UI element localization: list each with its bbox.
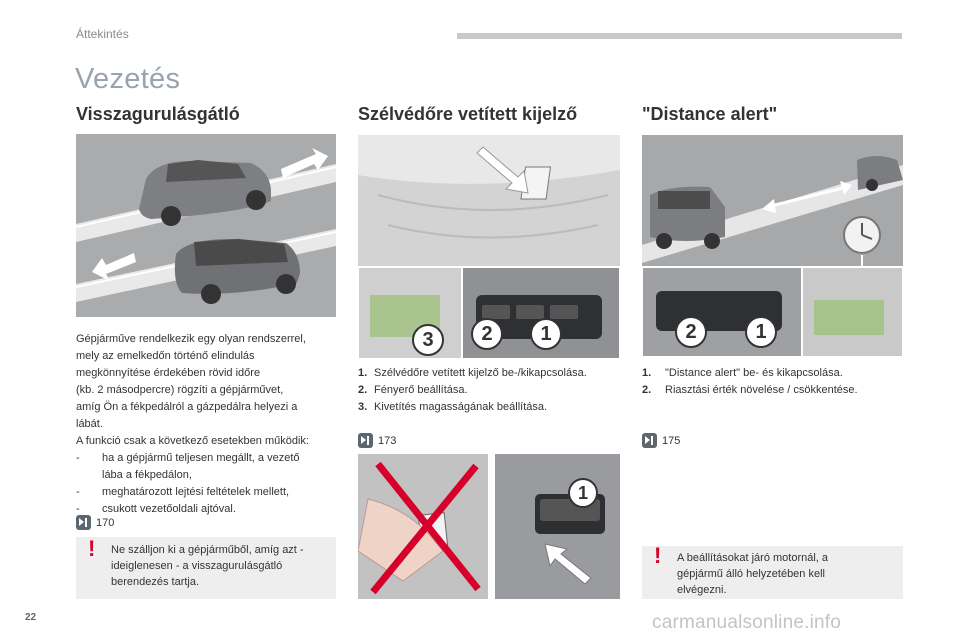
page-reference-link[interactable]: 173: [358, 433, 396, 448]
distance-alert-controls-list: [642, 365, 912, 399]
text-line: Gépjárműve rendelkezik egy olyan rendszerrel,: [76, 333, 306, 345]
list-item: - meghatározott lejtési feltételek mellett,: [76, 486, 290, 498]
text-line: mely az emelkedőn történő elindulás: [76, 350, 255, 362]
callout-1: 1: [745, 316, 777, 348]
page-number: 22: [25, 612, 37, 623]
header-bar: [457, 33, 902, 39]
hill-assist-warning: ! Ne szálljon ki a gépjárműből, amíg azt - ideiglenesen - a visszagurulásgátló berendezés tartja.: [76, 537, 336, 599]
page-title: Vezetés: [75, 63, 181, 95]
section-label: Áttekintés: [76, 27, 129, 41]
hill-assist-description: [76, 331, 346, 518]
column-title-distance-alert: "Distance alert": [642, 104, 778, 124]
page-reference-link[interactable]: 170: [76, 515, 114, 530]
list-item: 2. Fényerő beállítása.: [358, 384, 468, 396]
hud-screen-push-illustration: [358, 454, 488, 599]
callout-2: 2: [675, 316, 707, 348]
conditions-list: [76, 450, 346, 518]
hud-controls-list: [358, 365, 628, 416]
callout-2: 2: [471, 318, 503, 350]
hud-button-illustration: [495, 454, 620, 599]
watermark: carmanualsonline.info: [652, 612, 842, 633]
callout-1-lower: 1: [568, 478, 598, 508]
text-line: lábát.: [76, 418, 103, 430]
text-line: A funkció csak a következő esetekben működik:: [76, 435, 309, 447]
callout-1: 1: [530, 318, 562, 350]
page-reference-icon: [642, 433, 657, 448]
distance-alert-warning: ! A beállításokat járó motornál, a gépjármű álló helyzetében kell elvégezni.: [642, 546, 903, 599]
column-title-hill-assist: Visszagurulásgátló: [76, 104, 240, 124]
warning-icon: !: [654, 543, 662, 568]
text-line: (kb. 2 másodpercre) rögzíti a gépjárművet,: [76, 384, 284, 396]
text-line: megkönnyítése érdekében rövid időre: [76, 367, 261, 379]
page-reference-icon: [76, 515, 91, 530]
callout-3: 3: [412, 324, 444, 356]
car-rear-icon: [650, 187, 725, 249]
list-item: 2. Riasztási érték növelése / csökkentése.: [642, 384, 858, 396]
list-item: - ha a gépjármű teljesen megállt, a vezető lába a fékpedálon,: [76, 452, 300, 481]
list-item: 1. "Distance alert" be- és kikapcsolása.: [642, 367, 843, 379]
page-reference-icon: [358, 433, 373, 448]
page-reference-link[interactable]: 175: [642, 433, 680, 448]
list-item: 3. Kivetítés magasságának beállítása.: [358, 401, 548, 413]
hill-assist-illustration: [76, 134, 336, 317]
text-line: amíg Ön a fékpedálról a gázpedálra helyezi a: [76, 401, 298, 413]
warning-icon: !: [88, 536, 96, 561]
list-item: - csukott vezetőoldali ajtóval.: [76, 503, 236, 515]
list-item: 1. Szélvédőre vetített kijelző be-/kikapcsolása.: [358, 367, 587, 379]
column-title-head-up-display: Szélvédőre vetített kijelző: [358, 104, 578, 124]
